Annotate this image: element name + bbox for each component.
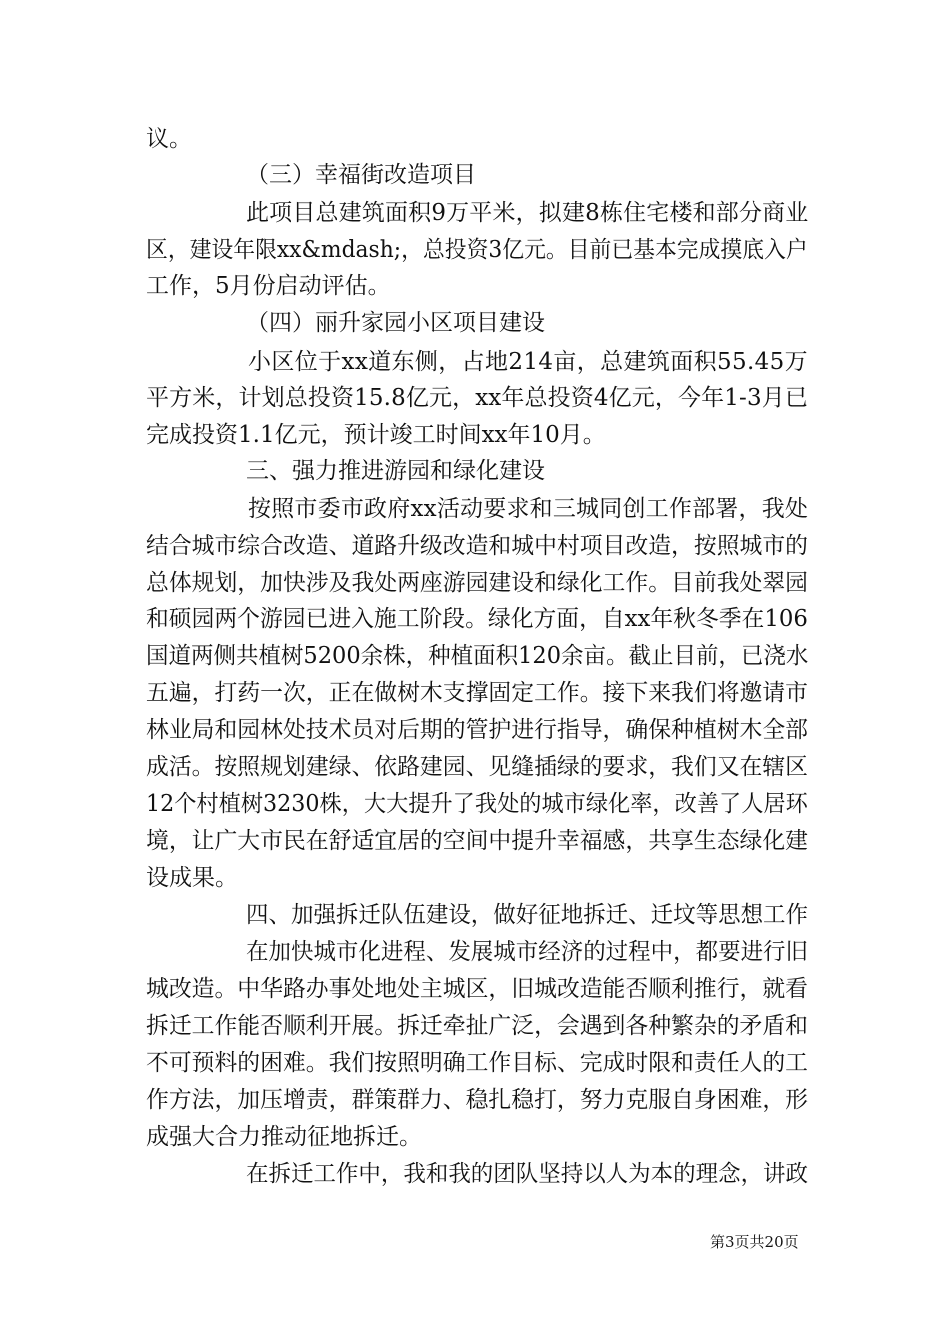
text-line: 平方米，计划总投资15.8亿元，xx年总投资4亿元，今年1-3月已 — [146, 385, 808, 411]
section-heading: （四）丽升家园小区项目建设 — [246, 310, 545, 336]
text-line: 在加快城市化进程、发展城市经济的过程中，都要进行旧 — [246, 939, 809, 965]
page-number-footer: 第3页共20页 — [710, 1233, 799, 1251]
text-line: 此项目总建筑面积9万平米，拟建8栋住宅楼和部分商业 — [246, 200, 809, 226]
text-line: 议。 — [146, 126, 192, 152]
section-heading: （三）幸福街改造项目 — [246, 162, 476, 188]
text-line: 不可预料的困难。我们按照明确工作目标、完成时限和责任人的工 — [146, 1050, 808, 1076]
text-line: 12个村植树3230株，大大提升了我处的城市绿化率，改善了人居环 — [146, 791, 808, 817]
text-line: 小区位于xx道东侧，占地214亩，总建筑面积55.45万 — [248, 349, 809, 375]
text-line: 总体规划，加快涉及我处两座游园建设和绿化工作。目前我处翠园 — [146, 570, 808, 596]
section-heading: 四、加强拆迁队伍建设，做好征地拆迁、迁坟等思想工作 — [246, 902, 809, 928]
text-line: 结合城市综合改造、道路升级改造和城中村项目改造，按照城市的 — [146, 533, 808, 559]
section-heading: 三、强力推进游园和绿化建设 — [246, 458, 545, 484]
text-line: 境，让广大市民在舒适宜居的空间中提升幸福感，共享生态绿化建 — [146, 828, 808, 854]
text-line: 成活。按照规划建绿、依路建园、见缝插绿的要求，我们又在辖区 — [146, 754, 808, 780]
text-line: 成强大合力推动征地拆迁。 — [146, 1124, 422, 1150]
text-line: 按照市委市政府xx活动要求和三城同创工作部署，我处 — [248, 496, 809, 522]
text-line: 区，建设年限xx&mdash;，总投资3亿元。目前已基本完成摸底入户 — [146, 237, 808, 263]
text-line: 设成果。 — [146, 865, 238, 891]
text-line: 工作，5月份启动评估。 — [146, 273, 391, 299]
text-line: 林业局和园林处技术员对后期的管护进行指导，确保种植树木全部 — [146, 717, 808, 743]
text-line: 在拆迁工作中，我和我的团队坚持以人为本的理念，讲政 — [246, 1161, 809, 1187]
text-line: 五遍，打药一次，正在做树木支撑固定工作。接下来我们将邀请市 — [146, 680, 808, 706]
text-line: 完成投资1.1亿元，预计竣工时间xx年10月。 — [146, 422, 606, 448]
text-line: 城改造。中华路办事处地处主城区，旧城改造能否顺利推行，就看 — [146, 976, 808, 1002]
text-line: 和硕园两个游园已进入施工阶段。绿化方面，自xx年秋冬季在106 — [146, 606, 808, 632]
text-line: 作方法，加压增责，群策群力、稳扎稳打，努力克服自身困难，形 — [146, 1087, 808, 1113]
text-line: 拆迁工作能否顺利开展。拆迁牵扯广泛，会遇到各种繁杂的矛盾和 — [146, 1013, 808, 1039]
text-line: 国道两侧共植树5200余株，种植面积120余亩。截止目前，已浇水 — [146, 643, 809, 669]
